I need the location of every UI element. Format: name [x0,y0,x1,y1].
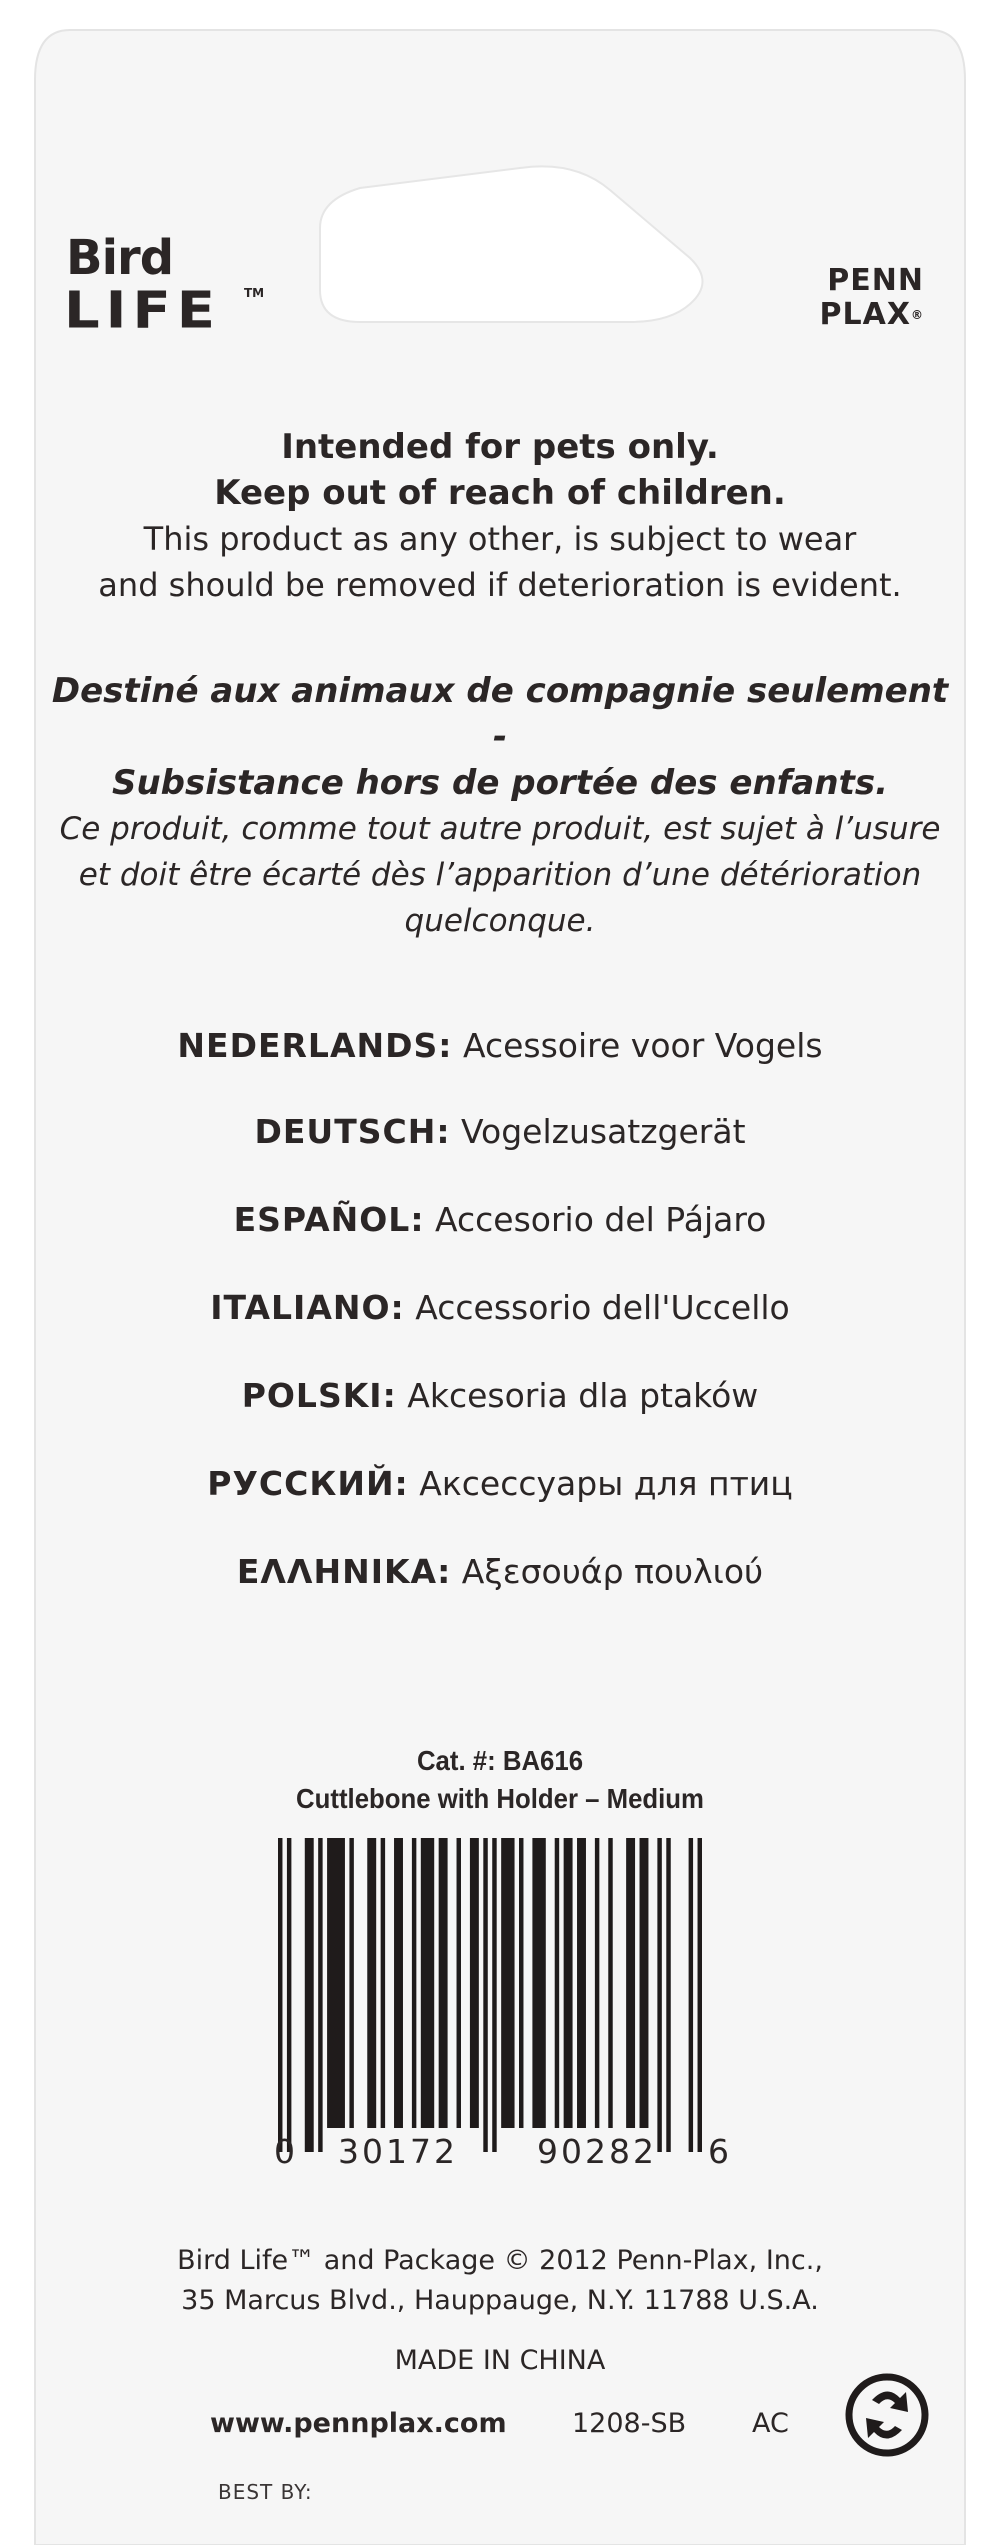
language-text: Accessorio dell'Uccello [415,1288,790,1327]
product-code-2: AC [752,2408,789,2439]
brand-logo-life: LIFE [64,281,222,340]
language-text: Vogelzusatzgerät [461,1112,746,1151]
language-label: ITALIANO: [210,1288,405,1327]
barcode-bar-1 [287,1838,291,2152]
barcode-bar-3 [318,1838,322,2152]
barcode-bar-27 [666,1838,670,2152]
barcode-bar-17 [519,1838,523,2128]
maker-logo-line2: PLAX® [819,297,924,332]
warning-fr-bold-1: Destiné aux animaux de compagnie seulement - [51,671,949,757]
barcode-bar-18 [532,1838,545,2128]
copyright-line-2: 35 Marcus Blvd., Hauppauge, N.Y. 11788 U.S.A. [181,2285,819,2316]
warning-fr-bold-2: Subsistance hors de portée des enfants. [111,763,888,803]
maker-logo [820,264,924,332]
barcode-bar-16 [501,1838,514,2128]
barcode-bar-13 [470,1838,479,2128]
barcode-bar-5 [349,1838,353,2128]
warning-en-line-1: This product as any other, is subject to wear [143,520,857,558]
barcode-first-digit: 0 [274,2132,298,2171]
barcode-bar-12 [457,1838,461,2128]
recycle-icon [842,2370,932,2460]
barcode-check-digit: 6 [708,2132,732,2171]
website-link: www.pennplax.com [210,2408,507,2439]
warning-en-bold-1: Intended for pets only. [281,427,719,467]
barcode-bar-19 [555,1838,559,2128]
best-by-label: BEST BY: [218,2480,313,2504]
product-code: 1208-SB [572,2408,687,2439]
barcode-bar-0 [278,1838,282,2152]
barcode-bar-20 [564,1838,573,2128]
maker-logo-line1: PENN [827,263,924,298]
language-label: POLSKI: [241,1376,397,1415]
language-label: NEDERLANDS: [177,1026,453,1065]
barcode-bar-14 [483,1838,487,2152]
language-row-ru [40,1462,960,1506]
brand-logo-bird: Bird [66,230,174,286]
barcode-bar-2 [305,1838,314,2152]
language-label: РУССКИЙ: [207,1464,409,1503]
language-row-es [40,1198,960,1242]
barcode-bar-4 [327,1838,345,2128]
barcode-left-group: 30172 [338,2132,458,2171]
language-row-nl [40,1024,960,1068]
catalog-number: Cat. #: BA616 [416,1745,584,1776]
barcode-bar-26 [657,1838,661,2152]
barcode-bar-22 [595,1838,599,2128]
warning-fr-line-2: et doit être écarté dès l’apparition d’une détérioration [78,857,922,893]
origin-text: MADE IN CHINA [394,2345,606,2376]
language-text: Akcesoria dla ptaków [407,1376,759,1415]
barcode-bar-6 [367,1838,376,2128]
language-text: Аксессуары для птиц [419,1464,793,1503]
language-text: Accesorio del Pájaro [435,1200,767,1239]
barcode-bar-9 [412,1838,416,2128]
barcode-bar-24 [626,1838,635,2128]
warning-en-line-2: and should be removed if deterioration is evident. [98,566,902,604]
barcode [278,1838,702,2152]
warning-french [40,668,960,944]
barcode-bar-10 [421,1838,434,2128]
language-row-pl [40,1374,960,1418]
language-label: DEUTSCH: [254,1112,451,1151]
language-row-de [40,1110,960,1154]
language-row-it [40,1286,960,1330]
barcode-bar-11 [439,1838,448,2128]
language-text: Acessoire voor Vogels [462,1026,823,1065]
warning-english [40,424,960,608]
warning-fr-line-1: Ce produit, comme tout autre produit, est sujet à l’usure [59,811,941,847]
warning-en-bold-2: Keep out of reach of children. [214,473,786,513]
copyright-line-1: Bird Life™ and Package © 2012 Penn-Plax, Inc., [177,2245,823,2276]
barcode-bar-8 [394,1838,403,2128]
barcode-bar-23 [608,1838,612,2128]
language-label: ΕΛΛΗΝΙΚΑ: [236,1552,452,1591]
brand-logo-tm: TM [244,286,265,300]
language-row-el [40,1550,960,1594]
barcode-bar-15 [492,1838,496,2152]
warning-fr-line-3: quelconque. [404,903,596,939]
barcode-bar-21 [577,1838,586,2128]
product-name: Cuttlebone with Holder – Medium [296,1783,704,1814]
barcode-bar-7 [381,1838,385,2128]
barcode-bar-29 [698,1838,702,2152]
barcode-bar-25 [640,1838,649,2128]
barcode-bar-28 [689,1838,693,2152]
barcode-right-group: 90282 [537,2132,657,2171]
language-label: ESPAÑOL: [233,1200,425,1239]
language-text: Αξεσουάρ πουλιού [461,1552,764,1591]
